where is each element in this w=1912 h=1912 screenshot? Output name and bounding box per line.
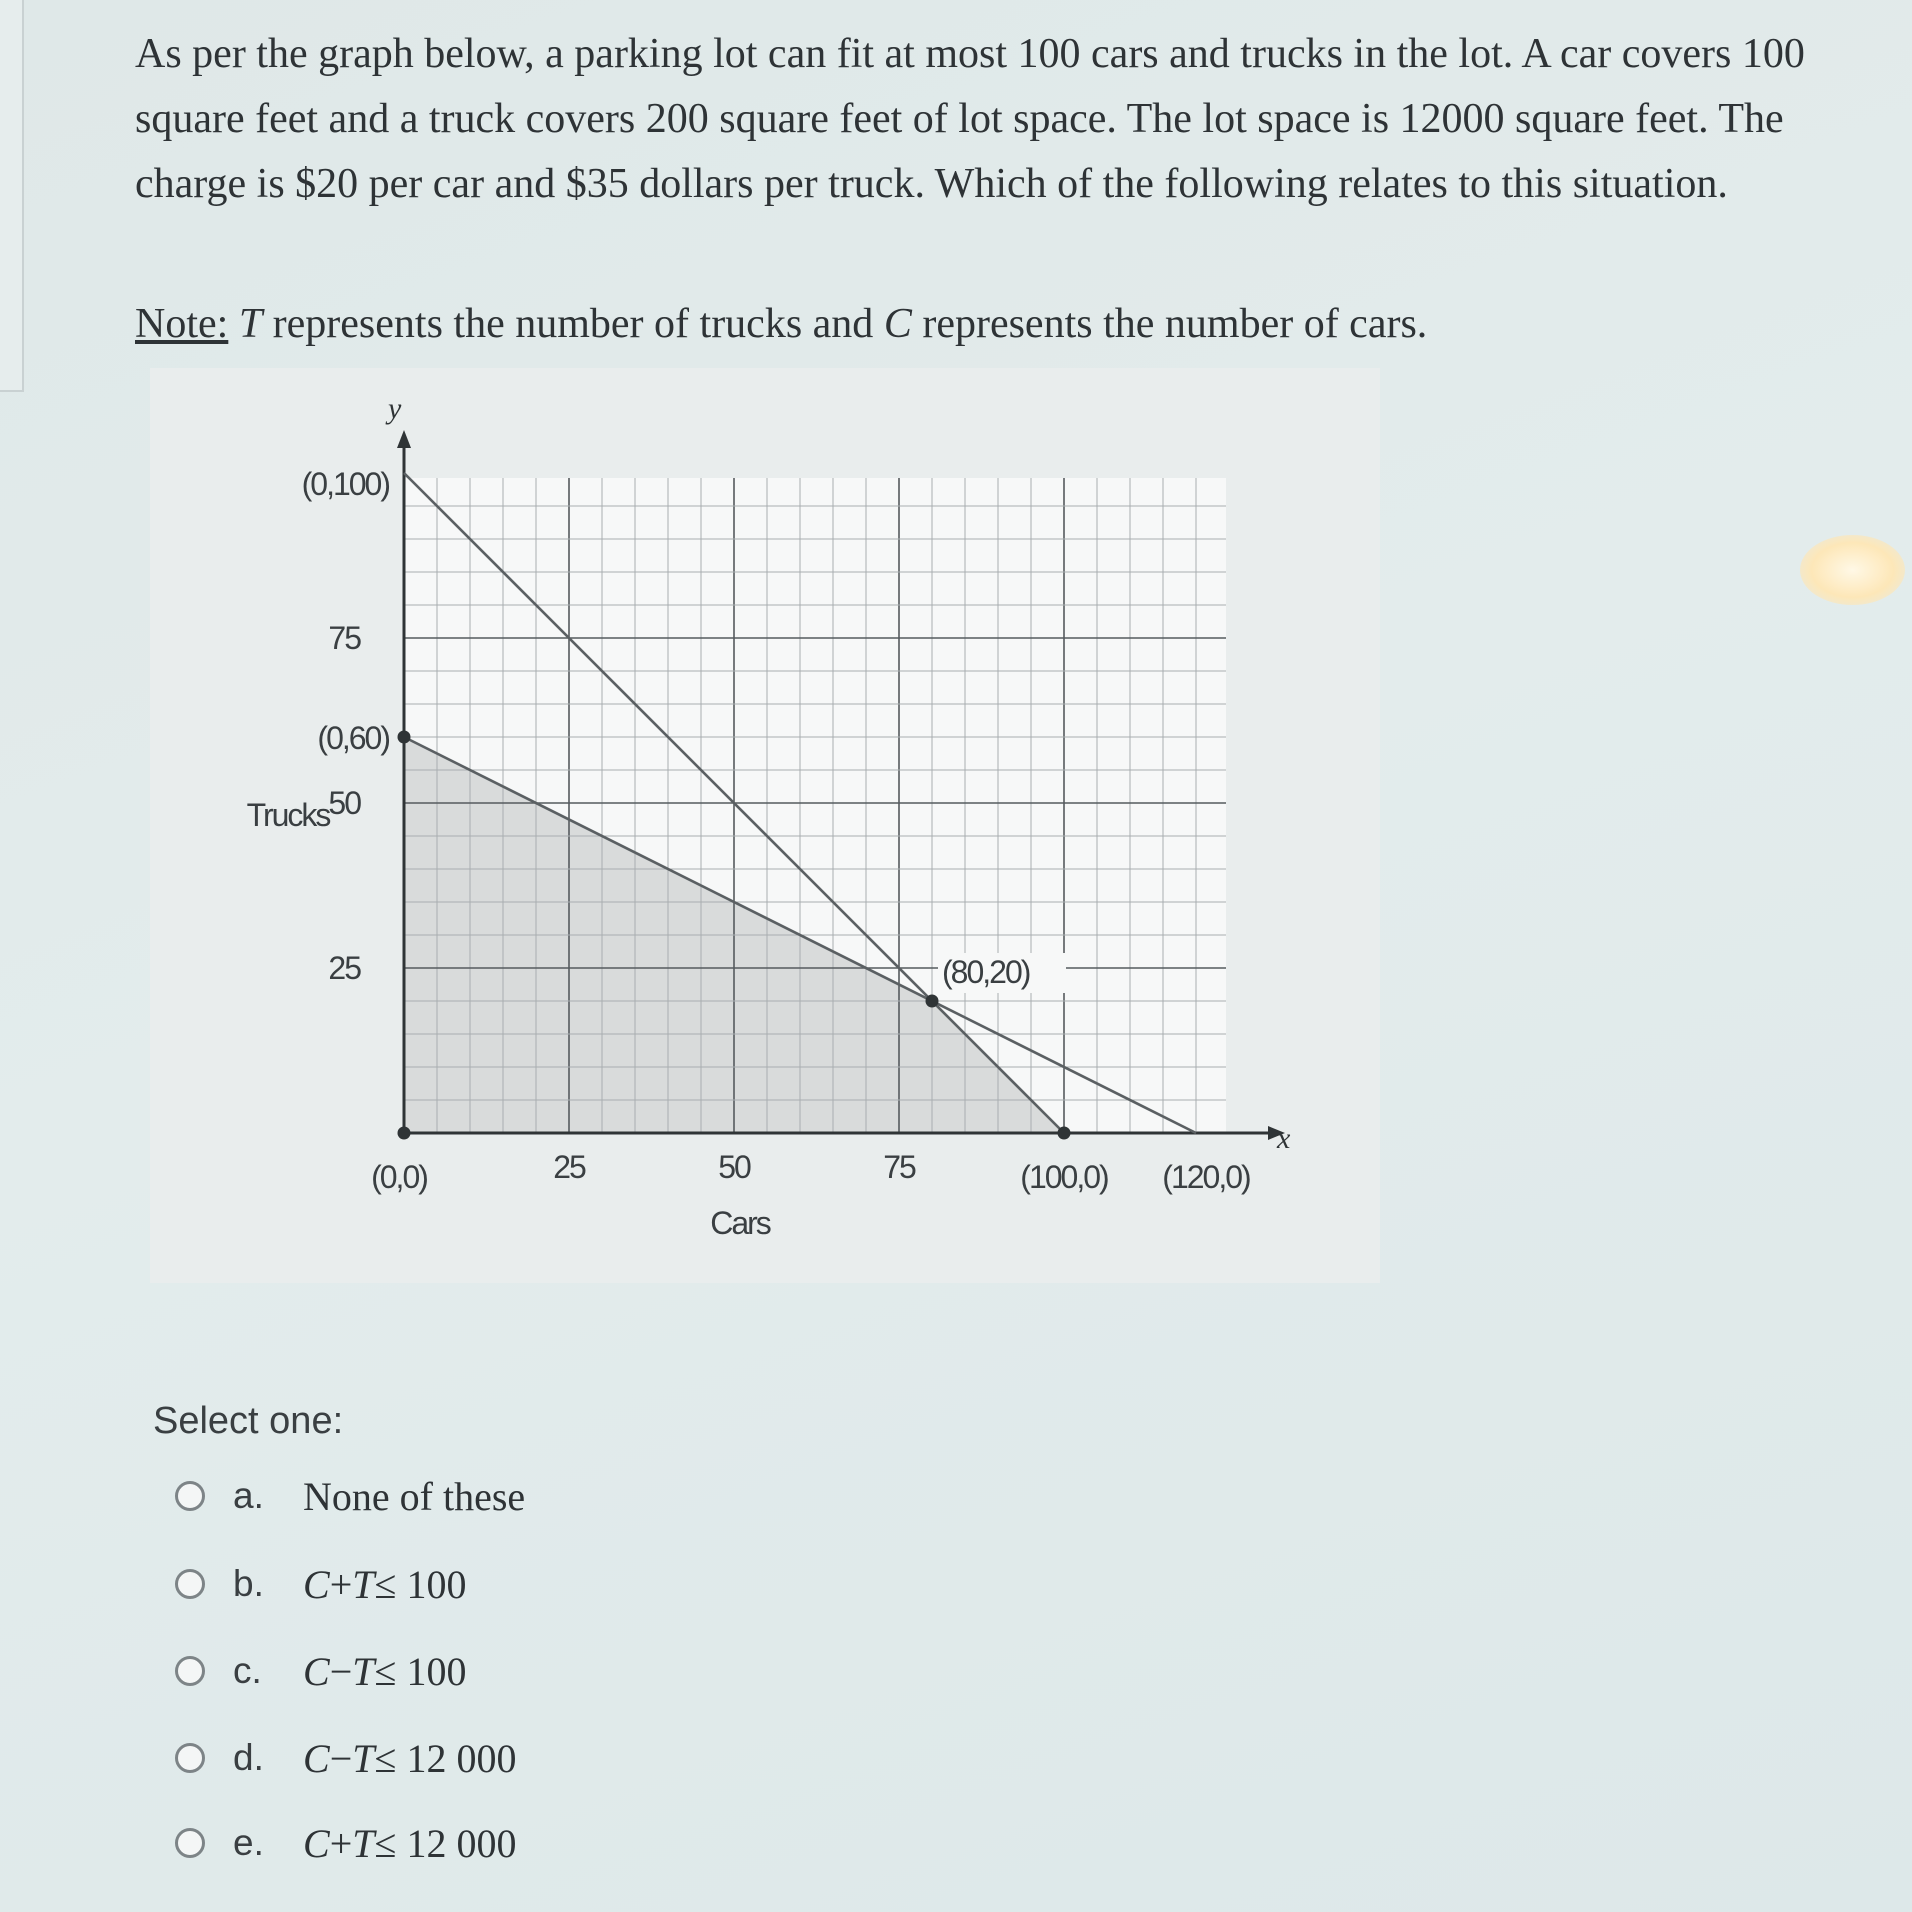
option-c-var-c: C — [303, 1648, 330, 1694]
option-b-var-c: C — [303, 1561, 330, 1607]
option-d-var-t: T — [352, 1735, 375, 1781]
radio-b[interactable] — [175, 1569, 205, 1599]
graph-figure — [150, 368, 1380, 1283]
radio-d[interactable] — [175, 1743, 205, 1773]
option-c-letter: c. — [233, 1650, 262, 1691]
y-tick-label: 75 — [328, 620, 360, 656]
option-d-op: − — [329, 1735, 353, 1781]
option-a-letter: a. — [233, 1475, 264, 1516]
option-c-rel: ≤ 100 — [374, 1648, 467, 1694]
radio-e[interactable] — [175, 1828, 205, 1858]
radio-c[interactable] — [175, 1656, 205, 1686]
option-e-letter: e. — [233, 1822, 264, 1863]
y-axis-title: Trucks — [246, 797, 330, 833]
option-b-expression — [303, 1561, 466, 1608]
option-e-op: + — [329, 1820, 353, 1866]
point-label: (100,0) — [1020, 1159, 1108, 1195]
option-d-expression — [303, 1735, 516, 1782]
option-d[interactable] — [175, 1728, 517, 1788]
option-b-letter: b. — [233, 1563, 264, 1604]
point-label: (120,0) — [1162, 1159, 1250, 1195]
point-marker — [1058, 1127, 1071, 1140]
note-t-var: T — [238, 301, 263, 347]
option-b-var-t: T — [352, 1561, 375, 1607]
feasible-region-chart — [150, 368, 1380, 1283]
point-marker — [926, 995, 939, 1008]
option-e-rel: ≤ 12 000 — [374, 1820, 517, 1866]
option-b[interactable] — [175, 1554, 467, 1614]
note-mid-text: represents the number of trucks and — [262, 301, 884, 347]
question-text: As per the graph below, a parking lot can fit at most 100 cars and trucks in the lot. A car covers 100 square feet and a truck covers 200 square feet of lot space. The lot space is 12000 square feet. The charge is $20 per car and $35 dollars per truck. Which of the following relates to this situation. — [135, 31, 1805, 207]
left-panel-edge — [0, 0, 24, 392]
x-tick-label: 25 — [553, 1149, 585, 1185]
option-e[interactable] — [175, 1813, 517, 1873]
x-tick-label: 75 — [883, 1149, 915, 1185]
option-e-var-t: T — [352, 1820, 375, 1866]
option-d-rel: ≤ 12 000 — [374, 1735, 517, 1781]
note-label: Note: — [135, 301, 229, 347]
point-label: (0,60) — [317, 720, 389, 756]
point-label: (80,20) — [942, 954, 1030, 990]
point-marker — [398, 1127, 411, 1140]
option-e-expression — [303, 1820, 516, 1867]
x-axis-title: Cars — [710, 1205, 770, 1241]
x-axis-letter: x — [1277, 1122, 1291, 1155]
note-c-var: C — [883, 301, 912, 347]
option-a[interactable] — [175, 1466, 526, 1526]
x-tick-label: 50 — [718, 1149, 750, 1185]
select-one-prompt: Select one: — [153, 1400, 344, 1442]
y-axis-arrow — [397, 430, 411, 448]
note-line — [135, 300, 1427, 348]
option-b-rel: ≤ 100 — [374, 1561, 467, 1607]
option-c-op: − — [329, 1648, 353, 1694]
point-label: (0,0) — [371, 1159, 427, 1195]
note-end-text: represents the number of cars. — [911, 301, 1428, 347]
y-tick-label: 50 — [328, 785, 360, 821]
option-c-var-t: T — [352, 1648, 375, 1694]
y-axis-letter: y — [388, 392, 402, 425]
option-d-letter: d. — [233, 1737, 264, 1778]
y-tick-label: 25 — [328, 950, 360, 986]
option-c-expression — [303, 1648, 466, 1695]
option-c[interactable] — [175, 1641, 467, 1701]
point-marker — [398, 731, 411, 744]
radio-a[interactable] — [175, 1481, 205, 1511]
option-e-var-c: C — [303, 1820, 330, 1866]
screen-glare — [1800, 535, 1905, 605]
option-d-var-c: C — [303, 1735, 330, 1781]
option-b-op: + — [329, 1561, 353, 1607]
option-a-text: None of these — [303, 1473, 526, 1519]
point-label: (0,100) — [301, 466, 389, 502]
